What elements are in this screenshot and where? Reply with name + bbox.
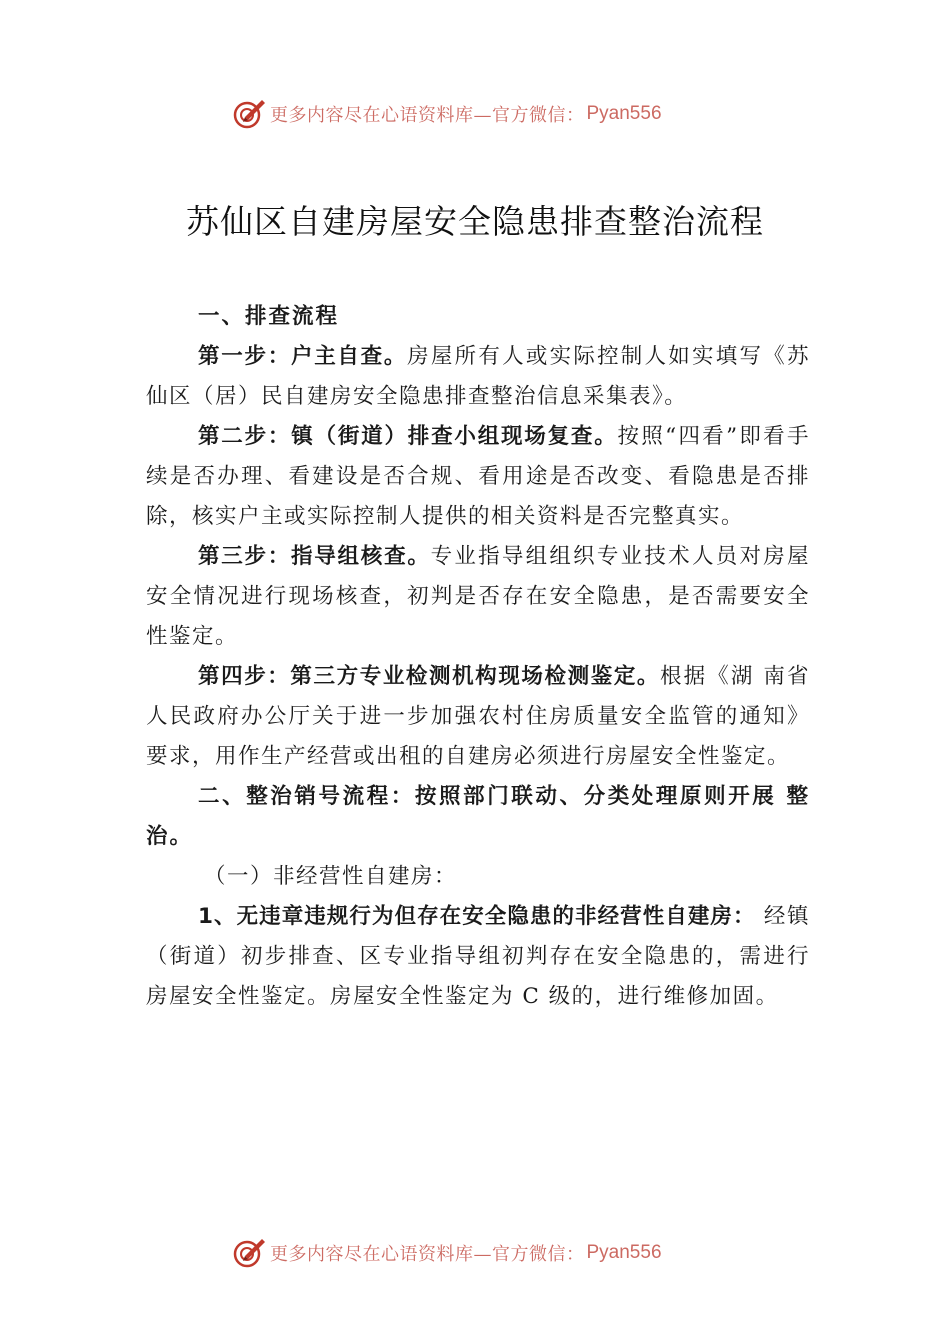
item-text: 经镇（街道）初步排查、区专业指导组初判存在安全隐患的，需进行房屋安全性鉴定。房屋安全性鉴定为 C 级的，进行维修加固。 — [146, 904, 810, 1009]
section-heading-1: 一、排查流程 — [198, 304, 340, 329]
watermark-wechat-id: Pyan556 — [586, 103, 662, 124]
step-text: 专业指导组组织专业技术人员对房屋安全情况进行现场核查，初判是否存在安全隐患，是否需要安全性鉴定。 — [146, 544, 810, 649]
step-text: 房屋所有人或实际控制人如实填写《苏仙区（居）民自建房安全隐患排查整治信息采集表》。 — [146, 344, 810, 409]
item-paragraph-1 — [146, 897, 810, 1017]
step-paragraph-3 — [146, 537, 810, 657]
subsection-heading-1: （一）非经营性自建房： — [204, 864, 458, 889]
step-label: 第二步：镇（街道）排查小组现场复查。 — [198, 424, 618, 449]
document-body — [146, 297, 810, 1017]
watermark-banner-bottom — [232, 1235, 752, 1271]
step-label: 第三步：指导组核查。 — [198, 544, 431, 569]
step-text: 按照“四看”即看手续是否办理、看建设是否合规、看用途是否改变、看隐患是否排除，核实户主或实际控制人提供的相关资料是否完整真实。 — [146, 424, 810, 529]
pen-logo-icon — [232, 97, 266, 131]
watermark-banner-top — [232, 96, 752, 132]
step-text: 根据《湖 南省人民政府办公厅关于进一步加强农村住房质量安全监管的通知》要求，用作生产经营或出租的自建房必须进行房屋安全性鉴定。 — [146, 664, 810, 769]
watermark-text: 更多内容尽在心语资料库—官方微信： — [270, 105, 585, 126]
step-label: 第一步：户主自查。 — [198, 344, 408, 369]
watermark-wechat-id: Pyan556 — [586, 1242, 662, 1263]
step-paragraph-4 — [146, 657, 810, 777]
step-label: 第四步：第三方专业检测机构现场检测鉴定。 — [198, 664, 661, 689]
pen-logo-icon — [232, 1236, 266, 1270]
section-heading-2: 二、整治销号流程：按照部门联动、分类处理原则开展 整治。 — [146, 784, 810, 849]
step-paragraph-1 — [146, 337, 810, 417]
step-paragraph-2 — [146, 417, 810, 537]
item-label: 1、无违章违规行为但存在安全隐患的非经营性自建房： — [198, 904, 756, 929]
document-title: 苏仙区自建房屋安全隐患排查整治流程 — [186, 202, 764, 241]
watermark-text: 更多内容尽在心语资料库—官方微信： — [270, 1244, 585, 1265]
